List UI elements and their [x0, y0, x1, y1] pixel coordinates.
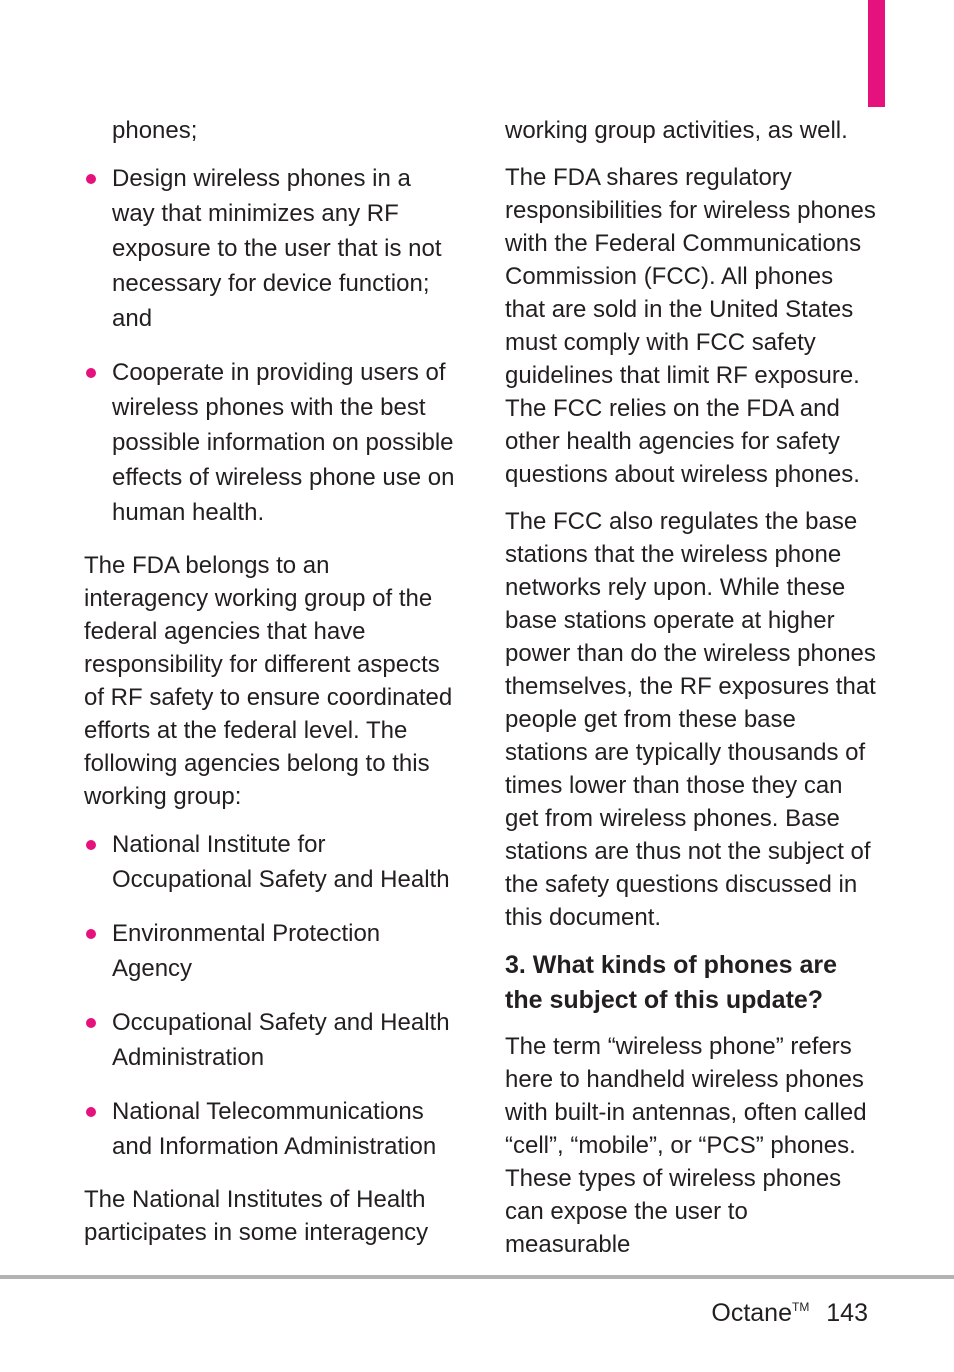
bullet-icon: [86, 1018, 96, 1028]
nih-paragraph: The National Institutes of Health participates in some interagency: [84, 1186, 429, 1246]
section-tab-marker: [868, 0, 885, 107]
bullet-icon: [86, 174, 96, 184]
list-item-text: National Telecommunications and Information Administration: [112, 1098, 437, 1160]
product-name: Octane: [711, 1299, 792, 1327]
base-stations-paragraph: The FCC also regulates the base stations that the wireless phone networks rely upon. While these base stations operate at higher power than do the wireless phones themselves, the RF exposures that people get from these base stations are typically thousands of times lower than those they can get from wireless phones. Base stations are thus not the subject of the safety questions discussed in this document.: [505, 508, 876, 931]
bullet-icon: [86, 368, 96, 378]
continuation-text: phones;: [112, 117, 198, 144]
list-item-text: Occupational Safety and Health Administration: [112, 1009, 450, 1071]
bullet-icon: [86, 840, 96, 850]
list-item: [84, 916, 456, 986]
fda-interagency-paragraph: The FDA belongs to an interagency working group of the federal agencies that have responsibility for different aspects of RF safety to ensure coordinated efforts at the federal level. The following agencies belong to this working group:: [84, 552, 453, 810]
list-item: [84, 827, 456, 897]
list-item: [84, 1005, 456, 1075]
bullet-icon: [86, 1107, 96, 1117]
page-footer: [711, 1291, 868, 1329]
bullet-icon: [86, 929, 96, 939]
list-item: [84, 355, 456, 530]
right-column: [505, 114, 877, 1275]
list-item: [84, 161, 456, 336]
list-item-text: National Institute for Occupational Safety and Health: [112, 831, 450, 893]
wireless-phone-term-paragraph: The term “wireless phone” refers here to handheld wireless phones with built-in antennas, often called “cell”, “mobile”, or “PCS” phones. These types of wireless phones can expose the user to measurable: [505, 1033, 867, 1258]
page-number: 143: [826, 1299, 868, 1327]
continuation-text: working group activities, as well.: [505, 117, 848, 144]
fcc-shared-paragraph: The FDA shares regulatory responsibilities for wireless phones with the Federal Communications Commission (FCC). All phones that are sold in the United States must comply with FCC safety guidelines that limit RF exposure. The FCC relies on the FDA and other health agencies for safety questions about wireless phones.: [505, 164, 876, 488]
agencies-list: [84, 827, 456, 1164]
trademark-symbol: TM: [792, 1300, 810, 1314]
list-item-text: Design wireless phones in a way that minimizes any RF exposure to the user that is not necessary for device function; and: [112, 165, 442, 332]
left-column: [84, 114, 456, 1263]
fda-actions-list: [84, 161, 456, 530]
footer-divider: [0, 1275, 954, 1279]
section-heading: 3. What kinds of phones are the subject of this update?: [505, 951, 837, 1014]
list-item-text: Environmental Protection Agency: [112, 920, 381, 982]
list-item: [84, 1094, 456, 1164]
list-item-text: Cooperate in providing users of wireless phones with the best possible information on possible effects of wireless phone use on human health.: [112, 359, 455, 526]
